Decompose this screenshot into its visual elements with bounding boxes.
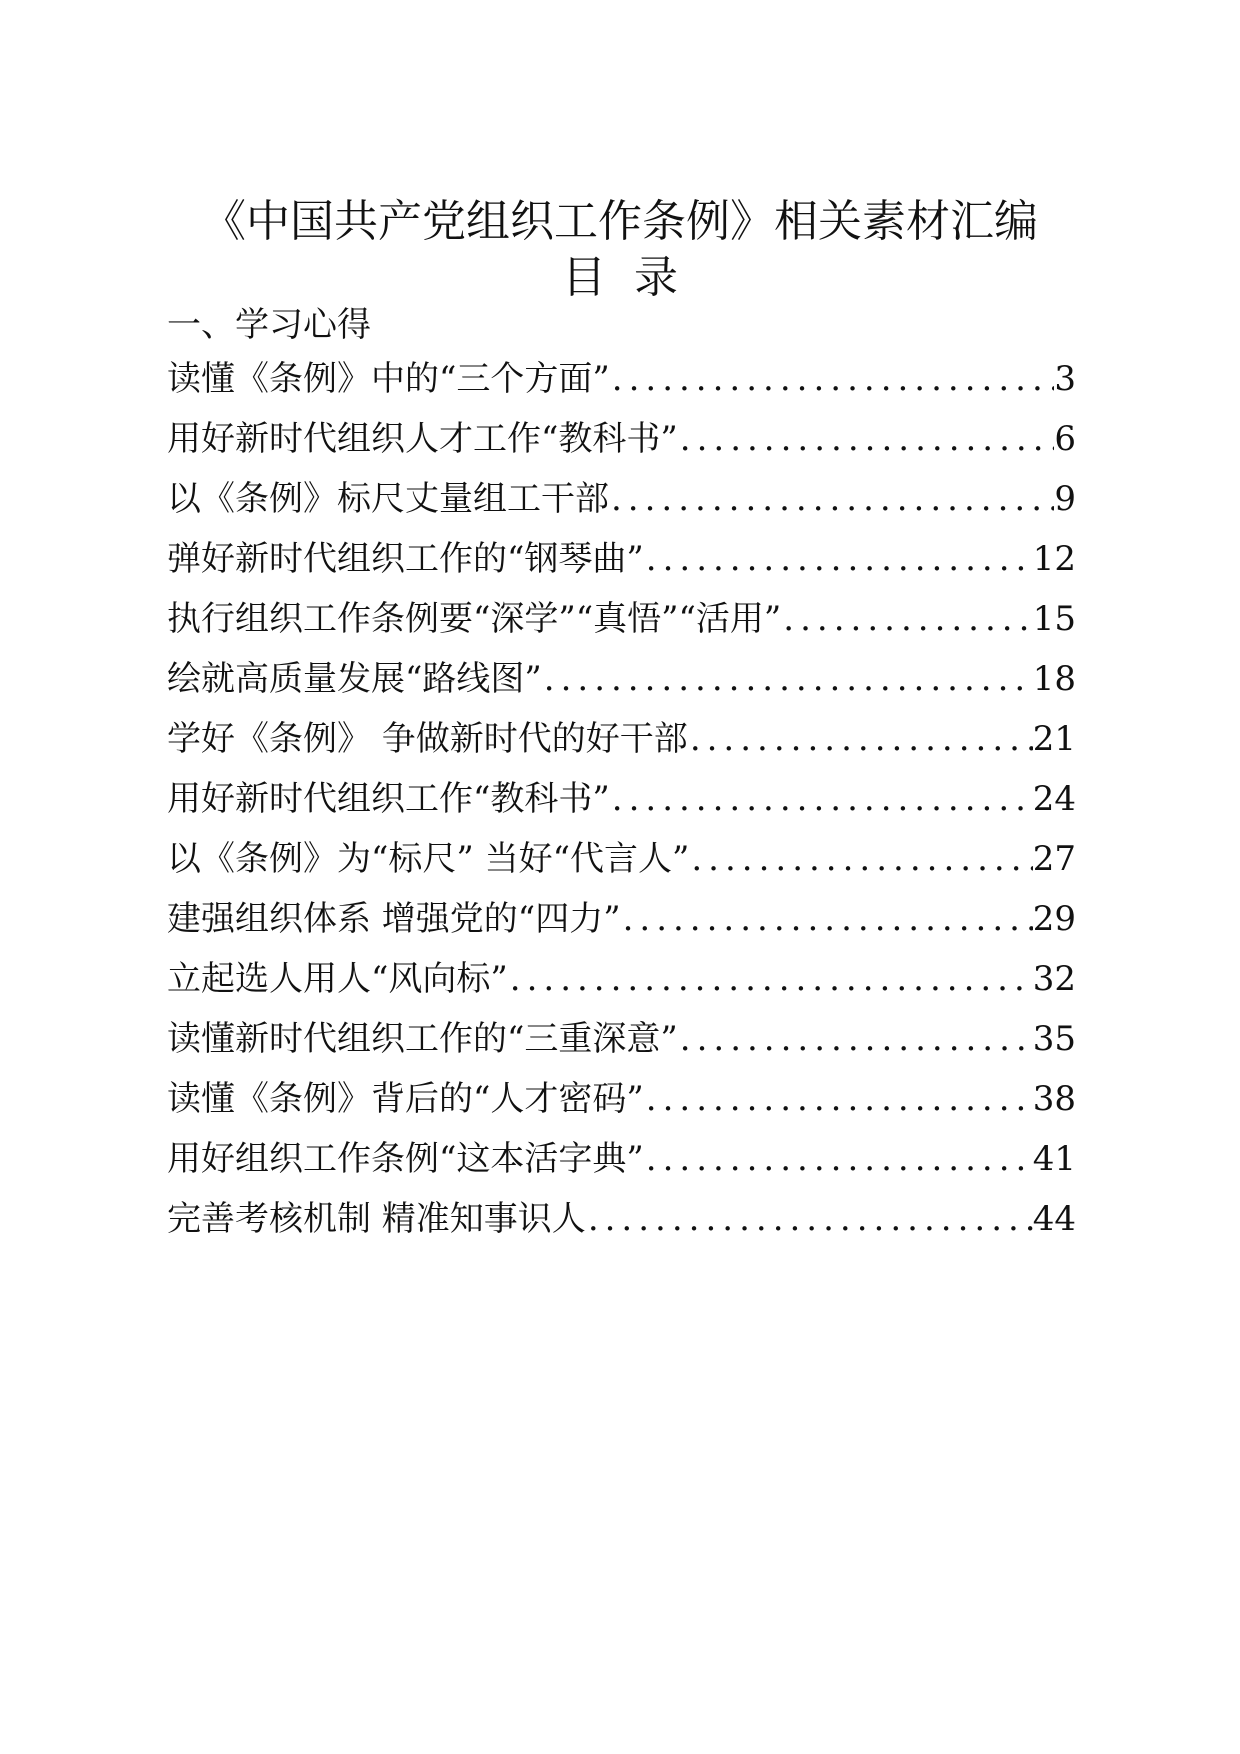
toc-page-number: 12 [1032, 539, 1076, 579]
section-heading: 一、学习心得 [167, 305, 371, 345]
toc-dot-leader [621, 896, 1033, 942]
toc-entry-title: 完善考核机制 精准知事识人 [167, 1199, 586, 1239]
toc-dot-leader [610, 356, 1055, 402]
toc-heading: 目录 [562, 252, 706, 303]
toc-dot-leader [586, 1196, 1033, 1242]
toc-entry-title: 用好组织工作条例“这本活字典” [167, 1139, 644, 1179]
toc-entry[interactable] [167, 476, 1076, 536]
toc-page-number: 9 [1054, 479, 1076, 519]
toc-entry-title: 学好《条例》 争做新时代的好干部 [167, 719, 688, 759]
toc-dot-leader [678, 1016, 1033, 1062]
toc-entry[interactable] [167, 1136, 1076, 1196]
toc-dot-leader [644, 1136, 1033, 1182]
toc-page-number: 15 [1032, 599, 1076, 639]
toc-entry-title: 以《条例》为“标尺” 当好“代言人” [167, 839, 690, 879]
toc-dot-leader [610, 776, 1033, 822]
toc-entry-title: 执行组织工作条例要“深学”“真悟”“活用” [167, 599, 782, 639]
toc-page-number: 44 [1032, 1199, 1076, 1239]
toc-entry-title: 读懂《条例》背后的“人才密码” [167, 1079, 644, 1119]
toc-dot-leader [678, 416, 1055, 462]
toc-dot-leader [689, 836, 1032, 882]
table-of-contents [167, 356, 1076, 1256]
toc-entry-title: 弹好新时代组织工作的“钢琴曲” [167, 539, 644, 579]
toc-entry[interactable] [167, 656, 1076, 716]
toc-dot-leader [644, 1076, 1033, 1122]
toc-page-number: 21 [1032, 719, 1076, 759]
toc-page-number: 18 [1032, 659, 1076, 699]
toc-entry-title: 用好新时代组织工作“教科书” [167, 779, 610, 819]
toc-entry[interactable] [167, 356, 1076, 416]
toc-dot-leader [609, 476, 1054, 522]
toc-entry-title: 读懂《条例》中的“三个方面” [167, 359, 610, 399]
toc-page-number: 41 [1032, 1139, 1076, 1179]
toc-page-number: 27 [1032, 839, 1076, 879]
toc-entry-title: 绘就高质量发展“路线图” [167, 659, 542, 699]
toc-entry[interactable] [167, 1076, 1076, 1136]
toc-entry[interactable] [167, 956, 1076, 1016]
toc-page-number: 32 [1032, 959, 1076, 999]
toc-dot-leader [688, 716, 1033, 762]
toc-page-number: 38 [1032, 1079, 1076, 1119]
toc-entry[interactable] [167, 776, 1076, 836]
toc-entry-title: 读懂新时代组织工作的“三重深意” [167, 1019, 678, 1059]
toc-entry[interactable] [167, 596, 1076, 656]
toc-entry-title: 以《条例》标尺丈量组工干部 [167, 479, 609, 519]
toc-page-number: 24 [1032, 779, 1076, 819]
toc-entry[interactable] [167, 896, 1076, 956]
toc-entry[interactable] [167, 1196, 1076, 1256]
toc-entry[interactable] [167, 716, 1076, 776]
toc-entry[interactable] [167, 416, 1076, 476]
toc-entry[interactable] [167, 536, 1076, 596]
toc-dot-leader [644, 536, 1033, 582]
toc-page-number: 29 [1032, 899, 1076, 939]
toc-dot-leader [781, 596, 1032, 642]
toc-entry[interactable] [167, 836, 1076, 896]
toc-page-number: 35 [1032, 1019, 1076, 1059]
toc-dot-leader [508, 956, 1033, 1002]
toc-dot-leader [542, 656, 1033, 702]
toc-page-number: 6 [1054, 419, 1076, 459]
document-title: 《中国共产党组织工作条例》相关素材汇编 [202, 196, 1038, 247]
toc-entry-title: 立起选人用人“风向标” [167, 959, 508, 999]
toc-entry-title: 建强组织体系 增强党的“四力” [167, 899, 621, 939]
toc-entry-title: 用好新时代组织人才工作“教科书” [167, 419, 678, 459]
toc-entry[interactable] [167, 1016, 1076, 1076]
toc-page-number: 3 [1054, 359, 1076, 399]
